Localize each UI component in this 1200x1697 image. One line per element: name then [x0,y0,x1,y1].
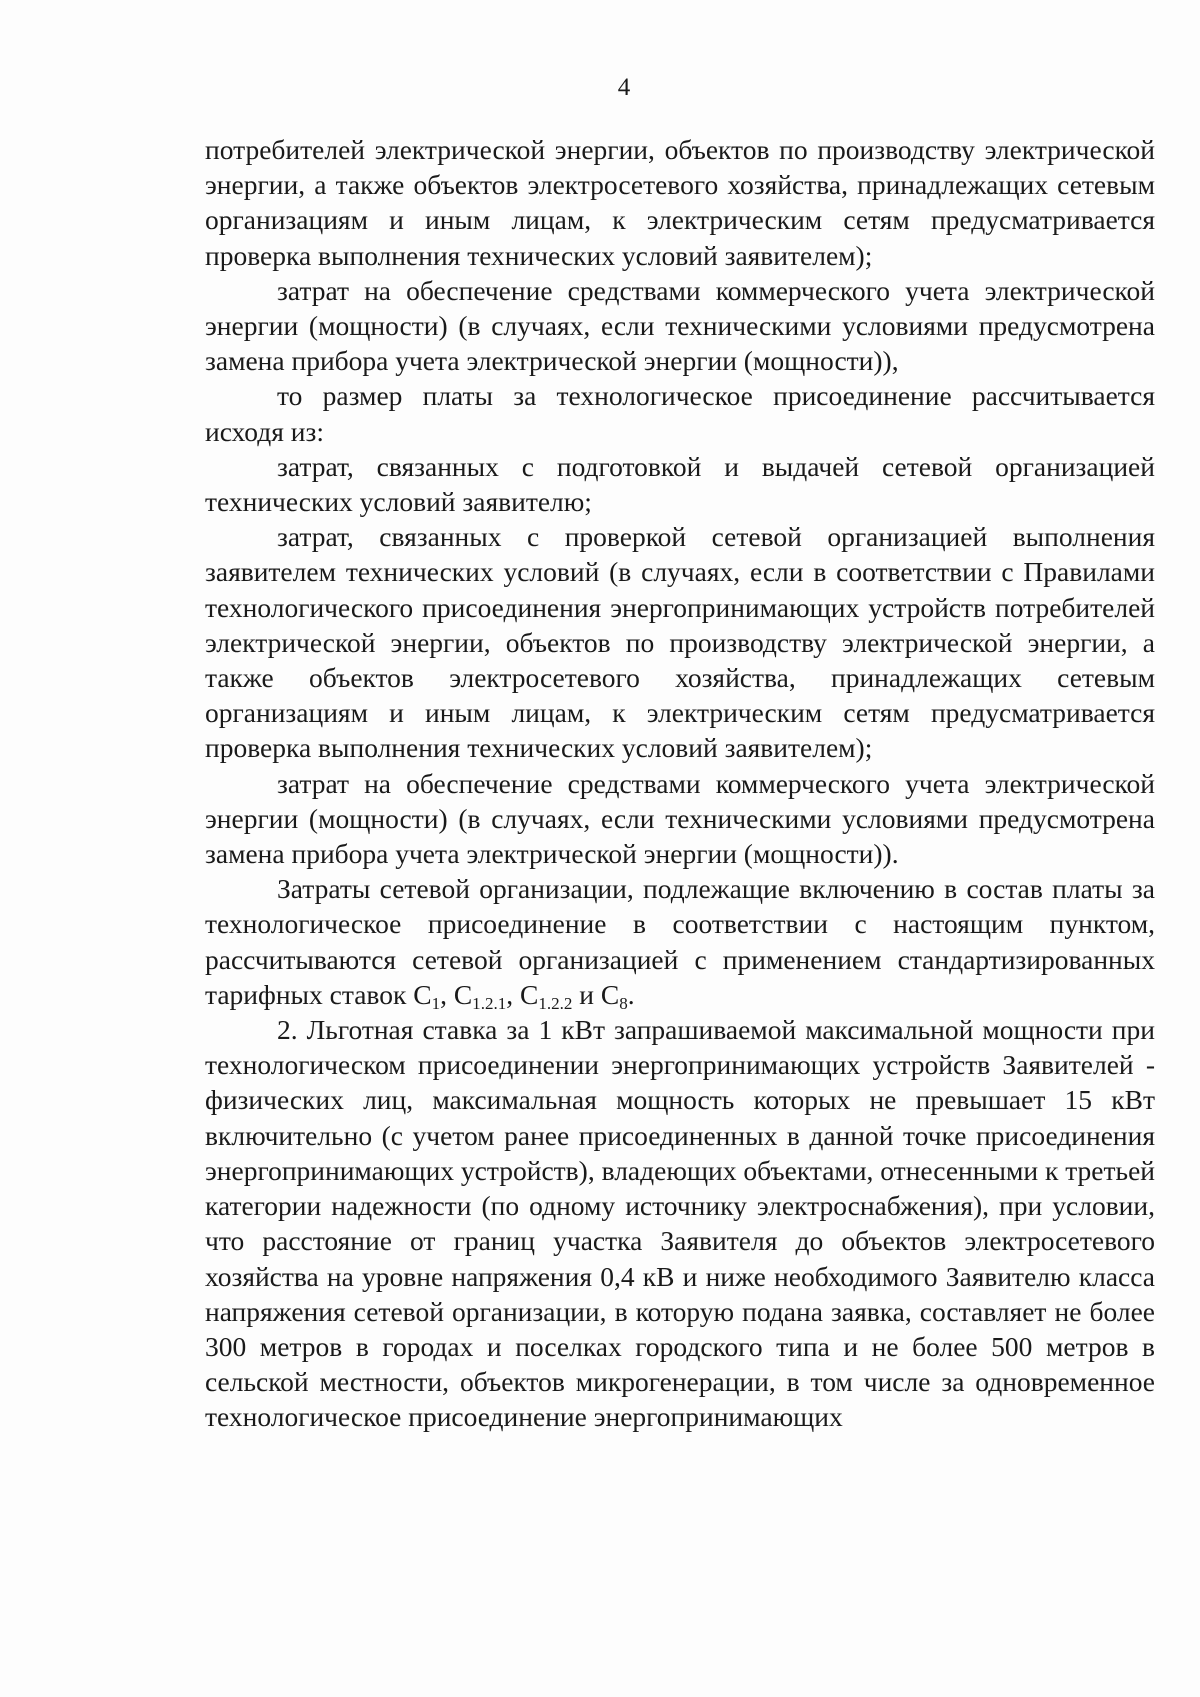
tariff-c121: $С_{1.2.1}$ [453,978,507,1013]
paragraph-preferential-rate: 2. Льготная ставка за 1 кВт запрашиваемой максимальной мощности при технологическом присоединении энергопринимающих устройств Заявителей - физических лиц, максимальная мощность которых не превышает 15 кВт включительно (с учетом ранее присоединенных в данной точке присоединения энергопринимающих устройств), владеющих объектами, отнесенными к третьей категории надежности (по одному источнику электроснабжения), при условии, что расстояние от границ участка Заявителя до объектов электросетевого хозяйства на уровне напряжения 0,4 кВ и ниже необходимого Заявителю класса напряжения сетевой организации, в которую подана заявка, составляет не более 300 метров в городах и поселках городского типа и не более 500 метров в сельской местности, объектов микрогенерации, в том числе за одновременное технологическое присоединение энергопринимающих [205,1014,1155,1433]
tariff-c122: $С_{1.2.2}$ [519,978,573,1013]
tariff-c8: $С_8$ [600,978,628,1013]
tariff-c1: $С_1$ [413,978,441,1013]
paragraph-tariff-rates: Затраты сетевой организации, подлежащие включению в состав платы за технологическое присоединение в соответствии с настоящим пунктом, рассчитываются сетевой организацией с применением стандартизированных тарифных ставок $С_1$, $С_{1.2.1}$, $С_{1.2.2}$ и $С_8$. [205,873,1155,1013]
page-number: 4 [617,74,631,101]
paragraph-metering-costs-2: затрат на обеспечение средствами коммерческого учета электрической энергии (мощности) (в случаях, если техническими условиями предусмотрена замена прибора учета электрической энергии (мощности)). [205,767,1155,870]
paragraph-continuation: потребителей электрической энергии, объектов по производству электрической энергии, а также объектов электросетевого хозяйства, принадлежащих сетевым организациям и иным лицам, к электрическим сетям предусматривается проверка выполнения технических условий заявителем); [205,134,1155,271]
paragraph-verification-costs: затрат, связанных с проверкой сетевой организацией выполнения заявителем технических условий (в случаях, если в соответствии с Правилами технологического присоединения энергопринимающих устройств потребителей электрической энергии, объектов по производству электрической энергии, а также объектов электросетевого хозяйства, принадлежащих сетевым организациям и иным лицам, к электрическим сетям предусматривается проверка выполнения технических условий заявителем); [205,521,1155,764]
paragraph-fee-basis: то размер платы за технологическое присоединение рассчитывается исходя из: [205,380,1155,447]
paragraph-tech-conditions-costs: затрат, связанных с подготовкой и выдачей сетевой организацией технических условий заявителю; [205,450,1155,518]
paragraph-metering-costs: затрат на обеспечение средствами коммерческого учета электрической энергии (мощности) (в случаях, если техническими условиями предусмотрена замена прибора учета электрической энергии (мощности)), [205,274,1155,377]
document-body [205,132,1155,1435]
tariff-text: Затраты сетевой организации, подлежащие включению в состав платы за технологическое присоединение в соответствии с настоящим пунктом, рассчитываются сетевой организацией с применением стандартизированных тарифных ставок [205,873,1155,1010]
